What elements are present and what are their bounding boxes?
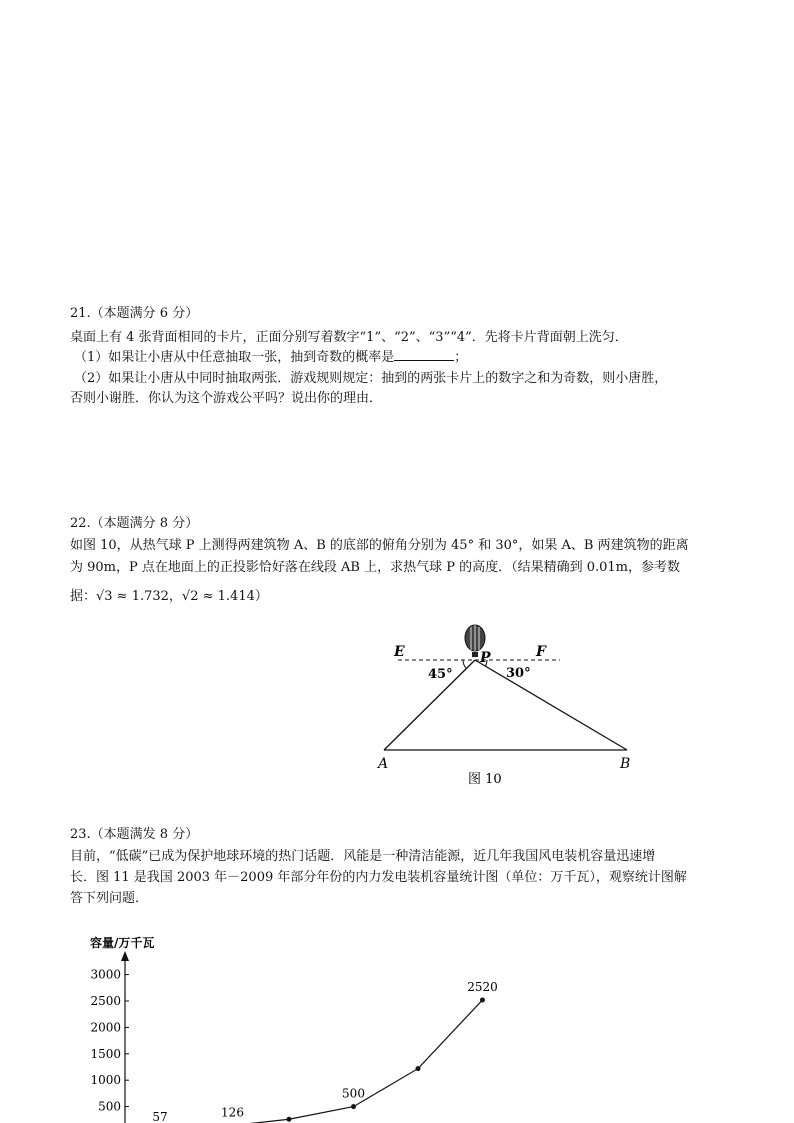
data-point bbox=[416, 1066, 421, 1071]
y-axis-label: 容量/万千瓦 bbox=[90, 936, 155, 950]
y-tick-label: 500 bbox=[98, 1099, 121, 1114]
angle-label-30: 30° bbox=[506, 666, 531, 681]
label-f: F bbox=[536, 644, 546, 660]
y-tick-label: 1000 bbox=[90, 1073, 121, 1088]
q21-part1-text: （1）如果让小唐从中任意抽取一张，抽到奇数的概率是 bbox=[74, 350, 395, 365]
data-point bbox=[287, 1117, 292, 1122]
data-point bbox=[351, 1104, 356, 1109]
capacity-line-chart bbox=[60, 925, 620, 1123]
q22-stem-line2: 为 90m，P 点在地面上的正投影恰好落在线段 AB 上，求热气球 P 的高度．（结果精确到 0.01m，参考数 bbox=[70, 560, 681, 575]
q21-stem: 桌面上有 4 张背面相同的卡片，正面分别写着数字“1”、“2”、“3”“4”．先将卡片背面朝上洗匀． bbox=[70, 330, 628, 345]
angle-label-45: 45° bbox=[428, 667, 453, 682]
angle-arc-left bbox=[463, 660, 467, 669]
q22-header: 22.（本题满分 8 分） bbox=[70, 516, 199, 531]
q21-header: 21.（本题满分 6 分） bbox=[70, 306, 199, 321]
y-axis-arrow-icon bbox=[121, 951, 129, 961]
q23-stem-line3: 答下列问题． bbox=[70, 891, 149, 906]
label-p: P bbox=[480, 650, 491, 666]
answer-blank[interactable] bbox=[394, 348, 454, 361]
figure-10 bbox=[370, 618, 650, 793]
segment-pb bbox=[475, 660, 627, 750]
label-b: B bbox=[620, 756, 631, 772]
y-tick-label: 3000 bbox=[90, 967, 121, 982]
y-tick-label: 2000 bbox=[90, 1020, 121, 1035]
q23-stem-line2: 长．图 11 是我国 2003 年－2009 年部分年份的内力发电装机容量统计图（单位：万千瓦），观察统计图解 bbox=[70, 870, 687, 885]
y-tick-label: 2500 bbox=[90, 994, 121, 1008]
q21-part2-line1: （2）如果让小唐从中同时抽取两张．游戏规则规定：抽到的两张卡片上的数字之和为奇数，则小唐胜， bbox=[74, 371, 668, 386]
q22-stem-line1: 如图 10，从热气球 P 上测得两建筑物 A、B 的底部的俯角分别为 45° 和 30°，如果 A、B 两建筑物的距离 bbox=[70, 538, 689, 553]
q23-header: 23.（本题满发 8 分） bbox=[70, 827, 199, 842]
q21-part1-end: ； bbox=[454, 350, 468, 365]
data-label: 57 bbox=[152, 1110, 168, 1123]
q23-stem-line1: 目前，“低碳”已成为保护地球环境的热门话题．风能是一种清洁能源，近几年我国风电装机容量迅速增 bbox=[70, 849, 656, 864]
q21-part2-line2: 否则小谢胜．你认为这个游戏公平吗？说出你的理由． bbox=[70, 391, 383, 406]
data-label: 126 bbox=[221, 1105, 244, 1120]
q21-part1 bbox=[74, 348, 467, 367]
y-tick-label: 1500 bbox=[90, 1046, 121, 1061]
data-label: 2520 bbox=[467, 979, 498, 994]
data-label: 500 bbox=[342, 1086, 365, 1101]
label-a: A bbox=[378, 756, 389, 772]
figure-caption: 图 10 bbox=[468, 772, 502, 787]
q22-stem-line3: 据：√3 ≈ 1.732，√2 ≈ 1.414） bbox=[70, 589, 268, 604]
label-e: E bbox=[394, 644, 405, 660]
data-point bbox=[480, 997, 485, 1002]
